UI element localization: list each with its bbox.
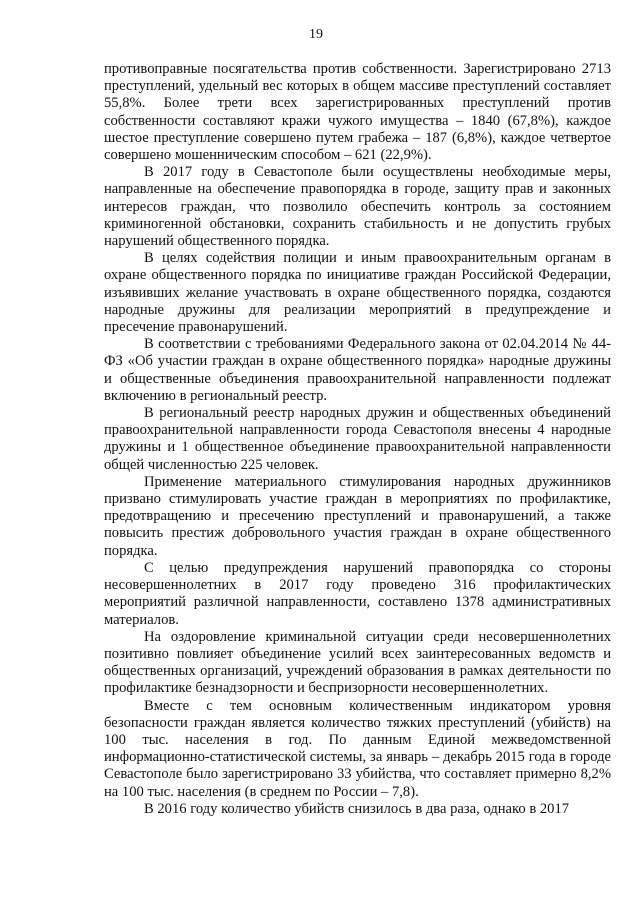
paragraph-juvenile-prevention: С целью предупреждения нарушений правопорядка со стороны несовершеннолетних в 2017 году проведено 316 профилактических мероприятий различной направленности, составлено 1378 административных материалов. <box>104 559 611 628</box>
paragraph-safety-indicator: Вместе с тем основным количественным индикатором уровня безопасности граждан является количество тяжких преступлений (убийств) на 100 тыс. населения в год. По данным Единой межведомственной информационно-статистической системы, за январь – декабрь 2015 года в городе Севастополе было зарегистрировано 33 убийства, что составляет примерно 8,2% на 100 тыс. населения (в среднем по России – 7,8). <box>104 697 611 800</box>
paragraph-material-incentives: Применение материального стимулирования народных дружинников призвано стимулировать участие граждан в мероприятиях по профилактике, предотвращению и пресечению преступлений и правонарушений, а также повысить престиж добровольного участия граждан в охране общественного порядка. <box>104 473 611 559</box>
paragraph-law-order-measures: В 2017 году в Севастополе были осуществлены необходимые меры, направленные на обеспечение правопорядка в городе, защиту прав и законных интересов граждан, что позволило обеспечить контроль за состоянием криминогенной обстановки, сохранить стабильность и не допустить грубых нарушений общественного порядка. <box>104 164 611 250</box>
page-number: 19 <box>309 27 323 42</box>
paragraph-property-crimes: противоправные посягательства против собственности. Зарегистрировано 2713 преступлений, удельный вес которых в общем массиве преступлений составляет 55,8%. Более трети всех зарегистрированных преступлений против собственности составляют кражи чужого имущества – 1840 (67,8%), каждое шестое преступление совершено путем грабежа – 187 (6,8%), каждое четвертое совершено мошенническим способом – 621 (22,9%). <box>104 61 611 164</box>
paragraph-regional-register: В региональный реестр народных дружин и общественных объединений правоохранительной направленности города Севастополя внесены 4 народные дружины и 1 общественное объединение правоохранительной направленности общей численностью 225 человек. <box>104 405 611 473</box>
paragraph-people-squads: В целях содействия полиции и иным правоохранительным органам в охране общественного порядка по инициативе граждан Российской Федерации, изъявивших желание участвовать в охране общественного порядка, создаются народные дружины для реализации мероприятий в предупреждение и пресечение правонарушений. <box>104 250 611 336</box>
document-body <box>104 61 611 818</box>
paragraph-homicides-2016: В 2016 году количество убийств снизилось в два раза, однако в 2017 <box>144 800 570 817</box>
paragraph-federal-law: В соответствии с требованиями Федерального закона от 02.04.2014 № 44-ФЗ «Об участии граждан в охране общественного порядка» народные дружины и общественные объединения правоохранительной направленности подлежат включению в региональный реестр. <box>104 336 611 404</box>
paragraph-juvenile-situation: На оздоровление криминальной ситуации среди несовершеннолетних позитивно повлияет объединение усилий всех заинтересованных ведомств и общественных организаций, учреждений образования в рамках деятельности по профилактике безнадзорности и беспризорности несовершеннолетних. <box>104 628 611 697</box>
